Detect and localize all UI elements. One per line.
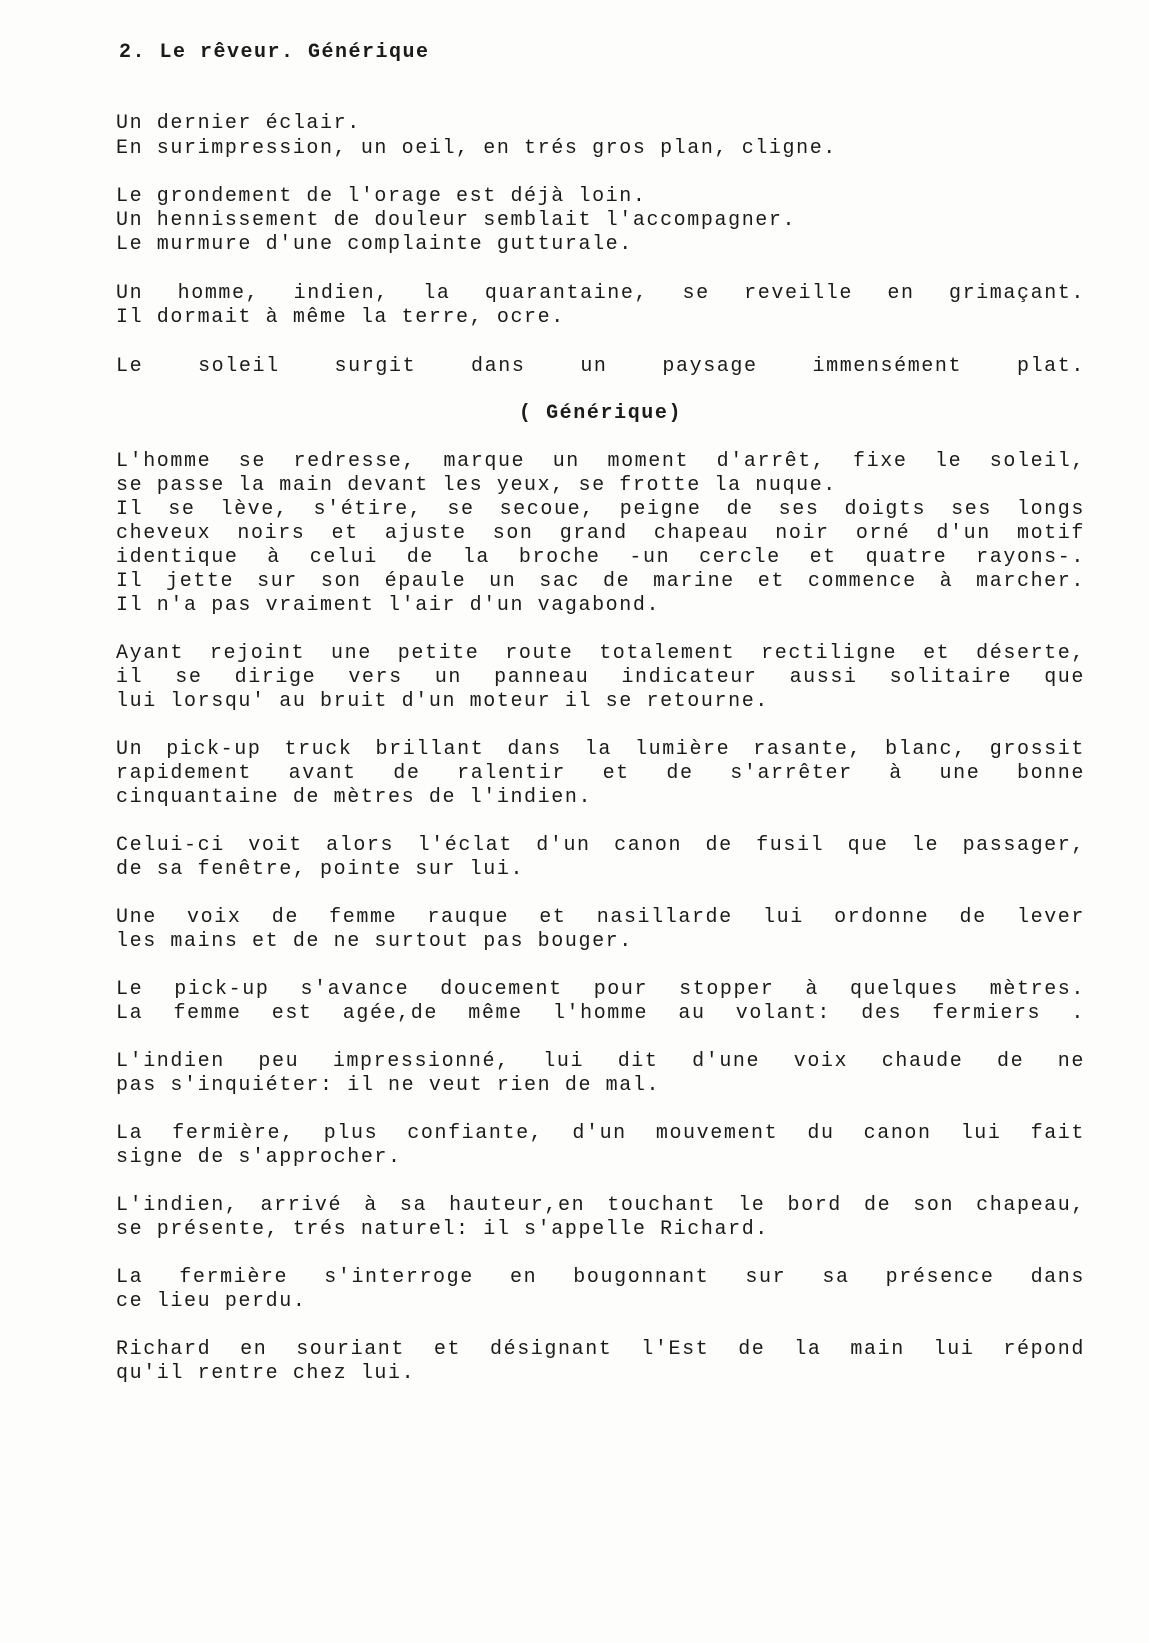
text-line: rapidement avant de ralentir et de s'arrêter à une bonne (116, 762, 1085, 785)
text-line: Le pick-up s'avance doucement pour stopper à quelques mètres. (116, 978, 1085, 1001)
section-title: ( Générique) (518, 402, 683, 425)
text-line: L'indien, arrivé à sa hauteur,en touchant le bord de son chapeau, (116, 1194, 1085, 1217)
text-line: cheveux noirs et ajuste son grand chapeau noir orné d'un motif (116, 522, 1085, 545)
page-heading: 2. Le rêveur. Générique (119, 41, 430, 64)
text-line: qu'il rentre chez lui. (116, 1362, 416, 1385)
text-line: Un dernier éclair. (116, 112, 361, 135)
text-line: signe de s'approcher. (116, 1146, 402, 1169)
text-line: Ayant rejoint une petite route totalement rectiligne et déserte, (116, 642, 1085, 665)
text-line: Il dormait à même la terre, ocre. (116, 306, 565, 329)
text-line: La fermière s'interroge en bougonnant sur sa présence dans (116, 1266, 1085, 1289)
text-line: se passe la main devant les yeux, se frotte la nuque. (116, 474, 837, 497)
text-line: Un homme, indien, la quarantaine, se reveille en grimaçant. (116, 282, 1085, 305)
text-line: L'indien peu impressionné, lui dit d'une voix chaude de ne (116, 1050, 1085, 1073)
text-line: ce lieu perdu. (116, 1290, 307, 1313)
text-line: cinquantaine de mètres de l'indien. (116, 786, 593, 809)
text-line: les mains et de ne surtout pas bouger. (116, 930, 633, 953)
text-line: de sa fenêtre, pointe sur lui. (116, 858, 525, 881)
text-line: Il se lève, s'étire, se secoue, peigne de ses doigts ses longs (116, 498, 1085, 521)
text-line: il se dirige vers un panneau indicateur aussi solitaire que (116, 666, 1085, 689)
text-line: Le grondement de l'orage est déjà loin. (116, 185, 647, 208)
text-line: Un pick-up truck brillant dans la lumière rasante, blanc, grossit (116, 738, 1085, 761)
text-line: Il n'a pas vraiment l'air d'un vagabond. (116, 594, 661, 617)
text-line: L'homme se redresse, marque un moment d'arrêt, fixe le soleil, (116, 450, 1085, 473)
text-line: identique à celui de la broche -un cercle et quatre rayons-. (116, 546, 1085, 569)
text-line: Une voix de femme rauque et nasillarde lui ordonne de lever (116, 906, 1085, 929)
text-line: La fermière, plus confiante, d'un mouvement du canon lui fait (116, 1122, 1085, 1145)
text-line: Il jette sur son épaule un sac de marine et commence à marcher. (116, 570, 1085, 593)
text-line: La femme est agée,de même l'homme au volant: des fermiers . (116, 1002, 1085, 1025)
text-line: se présente, trés naturel: il s'appelle Richard. (116, 1218, 769, 1241)
text-line: pas s'inquiéter: il ne veut rien de mal. (116, 1074, 661, 1097)
text-line: Un hennissement de douleur semblait l'accompagner. (116, 209, 797, 232)
text-line: Le soleil surgit dans un paysage immensément plat. (116, 355, 1085, 378)
text-line: Richard en souriant et désignant l'Est de la main lui répond (116, 1338, 1085, 1361)
text-line: lui lorsqu' au bruit d'un moteur il se retourne. (116, 690, 769, 713)
text-line: Le murmure d'une complainte gutturale. (116, 233, 633, 256)
text-line: En surimpression, un oeil, en trés gros plan, cligne. (116, 137, 837, 160)
text-line: Celui-ci voit alors l'éclat d'un canon de fusil que le passager, (116, 834, 1085, 857)
